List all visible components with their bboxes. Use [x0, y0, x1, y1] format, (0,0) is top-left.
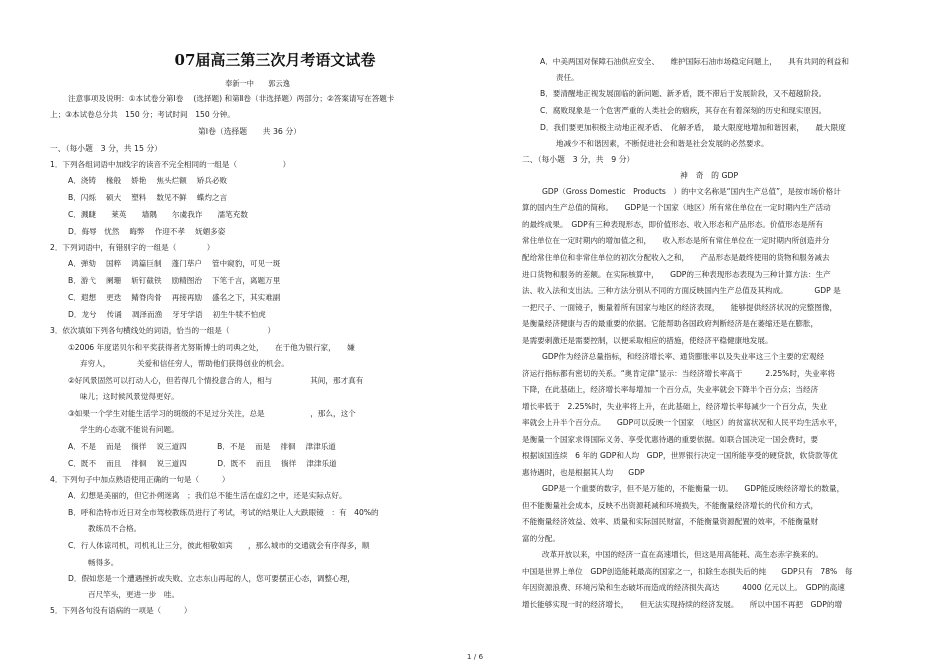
article-line: 中国是世界上单位 GDP创造能耗最高的国家之一，扣除生态损失后的纯 GDP只有 78% 每 — [522, 567, 853, 576]
page-title: 07届高三第三次月考语文试卷 — [174, 51, 376, 69]
option-line: B．要清醒地正视发展面临的新问题、新矛盾，既不滞后于发展阶段，又不超越阶段。 — [540, 89, 827, 98]
option-line: 地减少不和谐因素，不断促进社会和谐是社会发展的必然要求。 — [556, 139, 769, 148]
article-line: 一把尺子、一面镜子，衡量着所有国家与地区的经济表现， 能够提供经济状况的完整图像， — [522, 303, 838, 312]
option-line: 百尺竿头，更进一步 哇。 — [88, 590, 180, 599]
question-stem: 5．下列各句没有语病的一项是（ ） — [50, 606, 192, 615]
section-heading: 二、（每小题 3 分，共 9 分） — [522, 155, 635, 164]
article-line: 增长率低于 2.25%时，失业率将上升，在此基础上，经济增长率每减少一个百分点，失业 — [522, 402, 828, 411]
sentence-line: ①2006 年度诺贝尔和平奖获得者尤努斯博士的司典之处， 在于他为银行家， 嫌 — [68, 343, 355, 352]
article-line: 算的国内生产总值的简称。 GDP是一个国家（地区）所有常住单位在一定时期内生产活动 — [522, 203, 831, 212]
article-line: 常住单位在一定时期内的增加值之和， 收入形态是所有常住单位在一定时期内所创造并分 — [522, 236, 830, 245]
option-line: 畅得多。 — [88, 558, 119, 567]
instructions-line: 注意事项及说明：①本试卷分第Ⅰ卷 (选择题) 和第Ⅱ卷（非选择题）两部分；②答案请写在答题卡 — [68, 94, 395, 103]
option-line: A．不是 而是 徜徉 说三道四 B．不是 而是 徘徊 津津乐道 — [68, 442, 336, 451]
option-line: B．游弋 阑珊 斩钉截铁 励精图治 下笔千言，离题万里 — [68, 276, 281, 285]
option-line: D．龙兮 传诵 凋泽而渔 牙牙学语 初生牛犊不怕虎 — [68, 310, 266, 319]
article-line: 配给常住单位和非常住单位的初次分配收入之和， 产品形态是最终使用的货物和服务减去 — [522, 253, 830, 262]
instructions-line: 上；③本试卷总分共 150 分；考试时间 150 分钟。 — [50, 110, 235, 119]
article-line: 年因资源浪费、环境污染和生态破坏而造成的经济损失高达 4000 亿元以上。 GDP的高速 — [522, 583, 845, 592]
part-header: 第Ⅰ卷（选择题 共 36 分） — [198, 127, 301, 136]
article-line: 济运行指标都有密切的关系。“奥肯定律”显示：当经济增长率高于 2.25%时，失业率将 — [522, 369, 835, 378]
article-line: GDP是一个重要的数字，但不是万能的，不能衡量一切。 GDP能反映经济增长的数量， — [542, 484, 845, 493]
option-line: A．中美两国对保障石油供应安全、 维护国际石油市场稳定问题上， 具有共同的利益和 — [540, 57, 849, 66]
option-line: C．腐败现象是一个危害严重的人类社会的痼疾，其存在有着深刻的历史和现实原因。 — [540, 106, 827, 115]
article-line: 根据该国连续 6 年的 GDP和人均 GDP，世界银行决定一国所能享受的硬贷款，软贷款等优 — [522, 451, 838, 460]
article-line: 增长能够实现一时的经济增长， 但无法实现持续的经济发展。 所以中国不再把 GDP的增 — [522, 600, 843, 609]
article-line: 但不能衡量社会成本，反映不出资源耗减和环境损失，不能衡量经济增长的代价和方式， — [522, 501, 819, 510]
sentence-line: ②好风景固然可以打动人心，但若得几个情投意合的人，相与 其间，那才真有 — [68, 376, 364, 385]
sentence-line: ③如果一个学生对能生活学习的斑级的不足过分关注，总是 ，那么，这个 — [68, 409, 356, 418]
article-line: 下降，在此基础上，经济增长率每增加一个百分点，失业率就会下降半个百分点；当经济 — [522, 385, 819, 394]
article-line: 法、收入法和支出法。三种方法分别从不同的方面反映国内生产总值及其构成。 GDP 是 — [522, 286, 841, 295]
article-line: 率就会上升半个百分点。 GDP可以反映一个国家 （地区）的贫富状况和人民平均生活水平， — [522, 418, 843, 427]
option-line: C．行人体谅司机，司机礼让三分，彼此相敬如宾 ，那么城市的交通就会有序得多，顺 — [68, 541, 370, 550]
article-line: 是衡量经济健康与否的最重要的依据。它能帮助各国政府判断经济是在萎缩还是在膨胀， — [522, 319, 819, 328]
sentence-line: 弃穷人， 关爱和信任穷人，帮助他们获得创业的机会。 — [80, 359, 289, 368]
author-line: 奉新一中 郭云逸 — [225, 79, 290, 88]
sentence-line: 味儿；这时候风景觉得更好。 — [80, 392, 179, 401]
option-line: 教练员不合格。 — [88, 524, 142, 533]
question-stem: 2．下列词语中，有错别字的一组是（ ） — [50, 243, 215, 252]
question-stem: 1．下列各组词语中加线字的读音不完全相同的一组是（ ） — [50, 160, 291, 169]
option-line: A．浇铸 椽般 娇艳 焦头烂额 矫兵必败 — [68, 176, 228, 185]
article-line: 是衡量一个国家求得国际义务、享受优惠待遇的重要依据。如联合国决定一国会费时，要 — [522, 435, 819, 444]
section-heading: 一、（每小题 3 分，共 15 分） — [50, 144, 162, 153]
article-line: GDP（Gross Domestic Products ）的中文名称是“国内生产总值”，是按市场价格计 — [542, 187, 841, 196]
article-line: 改革开放以来，中国的经济一直在高速增长，但这是用高能耗、高生态赤字换来的。 — [542, 550, 823, 559]
option-line: D．我们要更加积极主动地正视矛盾、 化解矛盾， 最大限度地增加和谐因素， 最大限度 — [540, 123, 846, 132]
article-line: 是需要刺激还是需要控制，以便采取相应的措施，使经济平稳健康地发展。 — [522, 336, 773, 345]
article-line: 惠待遇时，也是根据其人均 GDP — [522, 468, 645, 477]
option-line: B．闪烁 硕大 塑料 数见不鲜 蝶灼之言 — [68, 193, 228, 202]
option-line: A．弹劾 国粹 鸿篇巨制 蓬门荜户 管中窥豹，可见一斑 — [68, 259, 281, 268]
option-line: D．侮辱 忧然 晦弊 作迎不孝 妩媚多姿 — [68, 227, 226, 236]
option-line: C．既不 而且 徘徊 说三道四 D．既不 而且 徜徉 津津乐道 — [68, 459, 337, 468]
article-line: 不能衡量经济效益、效率、质量和实际国民财富，不能衡量资源配置的效率，不能衡量财 — [522, 517, 819, 526]
option-line: B．呼和浩特市近日对全市驾校教练员进行了考试，考试的结果让人大跌眼镜 ：有 40%的 — [68, 508, 379, 517]
article-title: 神 奇 的 GDP — [680, 171, 739, 180]
option-line: D．假如您是一个遭遇挫折或失败、立志东山再起的人，您可要摆正心态，调整心理， — [68, 574, 355, 583]
article-line: 进口货物和服务的差额。在实际核算中， GDP的三种表现形态表现为三种计算方法：生产 — [522, 270, 831, 279]
question-stem: 3．依次填如下列各句横线处的词语，恰当的一组是（ ） — [50, 326, 276, 335]
article-line: 富的分配。 — [522, 534, 560, 543]
article-line: GDP作为经济总量指标，和经济增长率、通货膨胀率以及失业率这三个主要的宏观经 — [542, 352, 825, 361]
article-line: 的最终成果。 GDP有三种表现形态，即价值形态、收入形态和产品形态。价值形态是所有 — [522, 220, 824, 229]
option-line: 责任。 — [556, 73, 579, 82]
option-line: A．幻想是美丽的，但它扑朔迷离 ；我们总不能生活在虚幻之中，还是实际点好。 — [68, 491, 347, 500]
sentence-line: 学生的心态就不能说有问题。 — [80, 425, 179, 434]
option-line: C．遐想 更迭 鲭脊肉骨 再接再励 盛名之下，其实难副 — [68, 293, 281, 302]
question-stem: 4．下列句子中加点熟语使用正确的一句是（ ） — [50, 475, 230, 484]
page-number: 1 / 6 — [466, 652, 484, 661]
option-line: C．溅睫 莱英 墙隅 尔虞我诈 濡笔充数 — [68, 210, 248, 219]
